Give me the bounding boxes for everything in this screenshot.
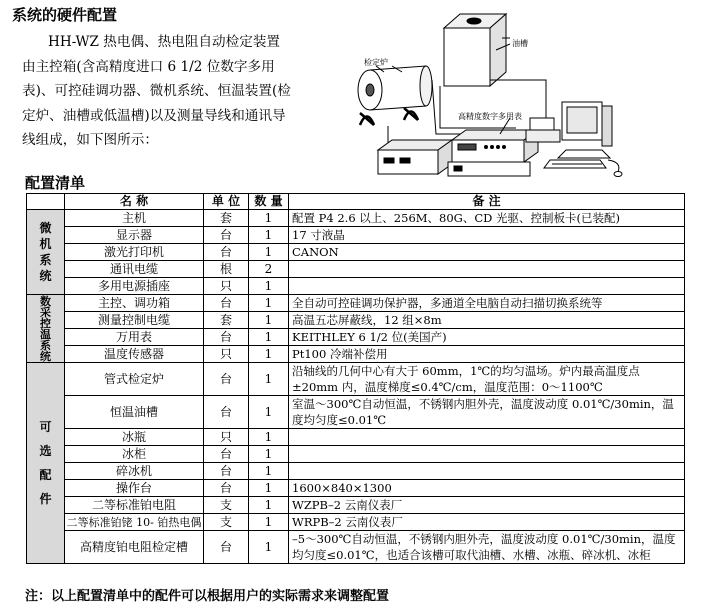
cell-name: 碎冰机 — [65, 463, 204, 480]
cell-qty: 1 — [249, 312, 289, 329]
cell-note: –5～300℃自动恒温，不锈钢内胆外壳，温度波动度 0.01℃/30min，温度均匀度≤0.01℃，也适合该槽可取代油槽、水槽、冰瓶、碎冰机、冰柜 — [289, 531, 685, 564]
cell-note: WZPB–2 云南仪表厂 — [289, 497, 685, 514]
cell-note: CANON — [289, 244, 685, 261]
table-row — [27, 346, 685, 363]
table-row — [27, 480, 685, 497]
header-unit: 单 位 — [204, 194, 249, 210]
cell-unit: 台 — [204, 446, 249, 463]
cell-name: 多用电源插座 — [65, 278, 204, 295]
label-oil-bath: 油槽 — [512, 39, 528, 48]
cell-unit: 只 — [204, 429, 249, 446]
table-row — [27, 261, 685, 278]
table-header-row — [27, 194, 685, 210]
cell-note: 配置 P4 2.6 以上、256M、80G、CD 光驱、控制板卡(已装配) — [289, 210, 685, 227]
cell-note — [289, 278, 685, 295]
cell-unit: 台 — [204, 329, 249, 346]
intro-paragraph — [22, 30, 305, 153]
cell-note: 高温五芯屏蔽线，12 组×8m — [289, 312, 685, 329]
cell-qty: 2 — [249, 261, 289, 278]
cell-qty: 1 — [249, 531, 289, 564]
cell-qty: 1 — [249, 497, 289, 514]
label-furnace: 检定炉 — [364, 58, 388, 67]
cell-qty: 1 — [249, 480, 289, 497]
cell-note — [289, 446, 685, 463]
cell-note — [289, 429, 685, 446]
table-row — [27, 210, 685, 227]
intro-line: 由主控箱(含高精度进口 6 1/2 位数字多用 — [22, 58, 275, 75]
cell-qty: 1 — [249, 346, 289, 363]
intro-line: 线组成，如下图所示： — [22, 132, 158, 149]
cell-note: Pt100 冷端补偿用 — [289, 346, 685, 363]
cell-qty: 1 — [249, 295, 289, 312]
cell-unit: 套 — [204, 210, 249, 227]
table-row — [27, 429, 685, 446]
cell-name: 管式检定炉 — [65, 363, 204, 396]
group-label-optional: 可选配件 — [27, 363, 65, 564]
section-title-config: 配置清单 — [25, 174, 86, 192]
table-row — [27, 244, 685, 261]
printer-illustration — [526, 118, 560, 142]
cell-note: 全自动可控硅调功保护器，多通道全电脑自动扫描切换系统等 — [289, 295, 685, 312]
cell-qty: 1 — [249, 429, 289, 446]
cell-qty: 1 — [249, 278, 289, 295]
cell-note — [289, 261, 685, 278]
table-row — [27, 312, 685, 329]
table-row — [27, 514, 685, 531]
cell-name: 主机 — [65, 210, 204, 227]
cell-name: 二等标准铂电阻 — [65, 497, 204, 514]
header-qty: 数 量 — [249, 194, 289, 210]
table-row — [27, 463, 685, 480]
table-row — [27, 227, 685, 244]
cell-note: 室温～300℃自动恒温，不锈钢内胆外壳，温度波动度 0.01℃/30min，温度均匀度≤0.01℃ — [289, 396, 685, 429]
cell-note: 1600×840×1300 — [289, 480, 685, 497]
cell-note: 沿轴线的几何中心有大于 60mm，1℃的均匀温场。炉内最高温度点±20mm 内，温度梯度≤0.4℃/cm，温度范围：0～1100℃ — [289, 363, 685, 396]
cell-name: 高精度铂电阻检定槽 — [65, 531, 204, 564]
cell-unit: 支 — [204, 497, 249, 514]
cell-unit: 只 — [204, 346, 249, 363]
cell-name: 显示器 — [65, 227, 204, 244]
cell-name: 操作台 — [65, 480, 204, 497]
cell-name: 激光打印机 — [65, 244, 204, 261]
intro-line: 定炉、油槽或低温槽)以及测量导线和通讯导 — [22, 107, 286, 124]
header-note: 备 注 — [289, 194, 685, 210]
table-row — [27, 497, 685, 514]
table-row — [27, 363, 685, 396]
cell-name: 二等标准铂铑 10- 铂热电偶 — [65, 514, 204, 531]
group-label-computer: 微机系统 — [27, 210, 65, 295]
config-table — [26, 193, 685, 564]
cell-unit: 台 — [204, 363, 249, 396]
table-row — [27, 531, 685, 564]
multimeter-illustration — [448, 130, 538, 176]
cell-note — [289, 463, 685, 480]
table-row — [27, 446, 685, 463]
oil-bath-illustration — [444, 14, 510, 86]
table-row — [27, 396, 685, 429]
cell-name: 测量控制电缆 — [65, 312, 204, 329]
cell-unit: 台 — [204, 480, 249, 497]
controller-box-illustration — [378, 140, 452, 174]
cell-qty: 1 — [249, 463, 289, 480]
cell-unit: 台 — [204, 244, 249, 261]
intro-line: HH-WZ 热电偶、热电阻自动检定装置 — [48, 34, 281, 50]
hardware-diagram — [340, 10, 640, 182]
header-name: 名 称 — [65, 194, 204, 210]
cell-name: 冰柜 — [65, 446, 204, 463]
cell-qty: 1 — [249, 446, 289, 463]
cell-name: 恒温油槽 — [65, 396, 204, 429]
cell-unit: 台 — [204, 227, 249, 244]
cell-qty: 1 — [249, 363, 289, 396]
cell-qty: 1 — [249, 329, 289, 346]
cell-unit: 台 — [204, 463, 249, 480]
table-row — [27, 295, 685, 312]
cell-unit: 只 — [204, 278, 249, 295]
cell-qty: 1 — [249, 227, 289, 244]
tube-furnace-illustration — [358, 66, 432, 125]
intro-line: 表)、可控硅调功器、微机系统、恒温装置(检 — [22, 83, 291, 100]
cell-qty: 1 — [249, 514, 289, 531]
table-row — [27, 329, 685, 346]
cell-name: 主控、调功箱 — [65, 295, 204, 312]
cell-unit: 台 — [204, 396, 249, 429]
cell-qty: 1 — [249, 210, 289, 227]
cell-unit: 套 — [204, 312, 249, 329]
cell-name: 通讯电缆 — [65, 261, 204, 278]
cell-name: 温度传感器 — [65, 346, 204, 363]
cell-unit: 支 — [204, 514, 249, 531]
cell-name: 万用表 — [65, 329, 204, 346]
label-meter: 高精度数字多用表 — [458, 112, 522, 121]
cell-note: 17 寸液晶 — [289, 227, 685, 244]
cell-qty: 1 — [249, 244, 289, 261]
header-group — [27, 194, 65, 210]
cell-unit: 根 — [204, 261, 249, 278]
cell-qty: 1 — [249, 396, 289, 429]
cell-note: WRPB–2 云南仪表厂 — [289, 514, 685, 531]
group-label-daq: 数采控温系统 — [27, 295, 65, 363]
footnote: 注：以上配置清单中的配件可以根据用户的实际需求来调整配置 — [25, 589, 390, 604]
cell-note: KEITHLEY 6 1/2 位(美国产) — [289, 329, 685, 346]
cell-unit: 台 — [204, 531, 249, 564]
section-title-hardware: 系统的硬件配置 — [12, 6, 118, 24]
table-row — [27, 278, 685, 295]
cell-name: 冰瓶 — [65, 429, 204, 446]
cell-unit: 台 — [204, 295, 249, 312]
